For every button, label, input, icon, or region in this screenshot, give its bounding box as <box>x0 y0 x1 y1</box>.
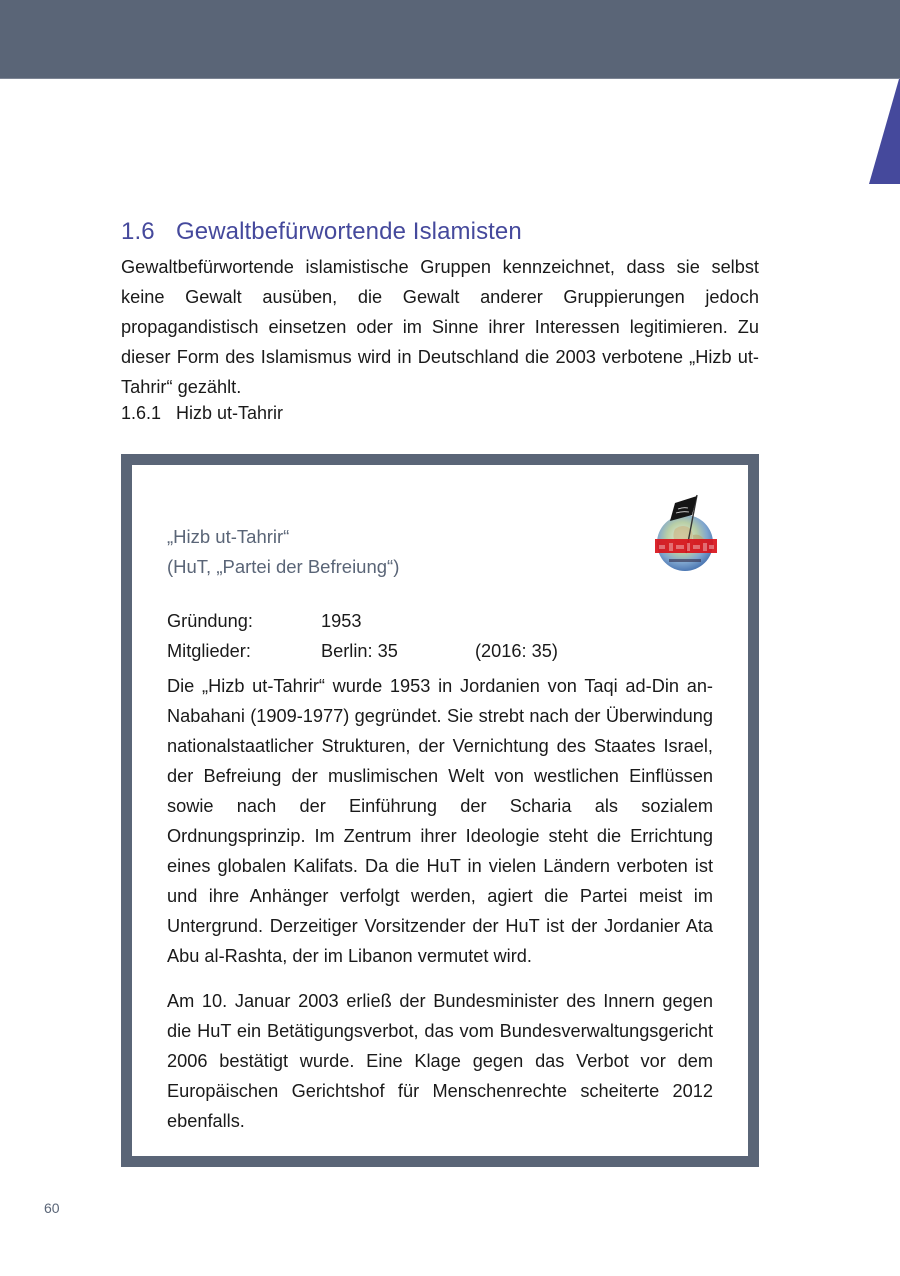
corner-tab-triangle-icon <box>868 79 900 184</box>
organization-logo-icon <box>645 489 723 579</box>
fact-extra: (2016: 35) <box>475 641 558 661</box>
organization-name-line2: (HuT, „Partei der Befreiung“) <box>167 556 400 577</box>
section-number: 1.6 <box>121 218 155 245</box>
fact-extra <box>475 606 595 636</box>
subsection-title-text: Hizb ut-Tahrir <box>176 403 284 423</box>
fact-value: 1953 <box>321 611 362 631</box>
fact-row-founding <box>167 606 595 636</box>
organization-facts <box>167 606 595 666</box>
organization-name <box>167 522 399 582</box>
profile-paragraph-history: Die „Hizb ut-Tahrir“ wurde 1953 in Jordanien von Taqi ad-Din an-Nabahani (1909-1977) gegründet. Sie strebt nach der Überwindung nationalstaatlicher Strukturen, der Vernichtung des Staates Israel, der Befreiung der muslimischen Welt von westlichen Einflüssen sowie nach der Einführung der Scharia als sozialem Ordnungsprinzip. Im Zentrum ihrer Ideologie steht die Errichtung eines globalen Kalifats. Da die HuT in vielen Ländern verboten ist und ihre Anhänger verfolgt werden, agiert die Partei meist im Untergrund. Derzeitiger Vorsitzender der HuT ist der Jordanier Ata Abu al-Rashta, der im Libanon vermutet wird. <box>167 676 713 966</box>
subsection-number: 1.6.1 <box>121 403 162 423</box>
section-intro: Gewaltbefürwortende islamistische Gruppen kennzeichnet, dass sie selbst keine Gewalt ausüben, die Gewalt anderer Gruppierungen jedoch propagandistisch einsetzen oder im Sinne ihrer Interessen legitimieren. Zu dieser Form des Islamismus wird in Deutschland die 2003 verbotene „Hizb ut-Tahrir“ gezählt. <box>121 257 759 397</box>
section-title <box>121 218 522 246</box>
subsection-title <box>121 403 283 424</box>
section-title-text: Gewaltbefürwortende Islamisten <box>176 218 522 245</box>
fact-value: Berlin: 35 <box>321 641 398 661</box>
fact-label: Gründung: <box>167 611 253 631</box>
organization-profile-box <box>121 454 759 1167</box>
fact-row-members <box>167 636 595 666</box>
header-band <box>0 0 900 79</box>
page-number: 60 <box>44 1200 60 1216</box>
fact-label: Mitglieder: <box>167 641 251 661</box>
organization-name-line1: „Hizb ut-Tahrir“ <box>167 526 290 547</box>
profile-paragraph-ban: Am 10. Januar 2003 erließ der Bundesminister des Innern gegen die HuT ein Betätigungsverbot, das vom Bundesverwaltungsgericht 2006 bestätigt wurde. Eine Klage gegen das Verbot vor dem Europäischen Gerichtshof für Menschenrechte scheiterte 2012 ebenfalls. <box>167 991 713 1131</box>
